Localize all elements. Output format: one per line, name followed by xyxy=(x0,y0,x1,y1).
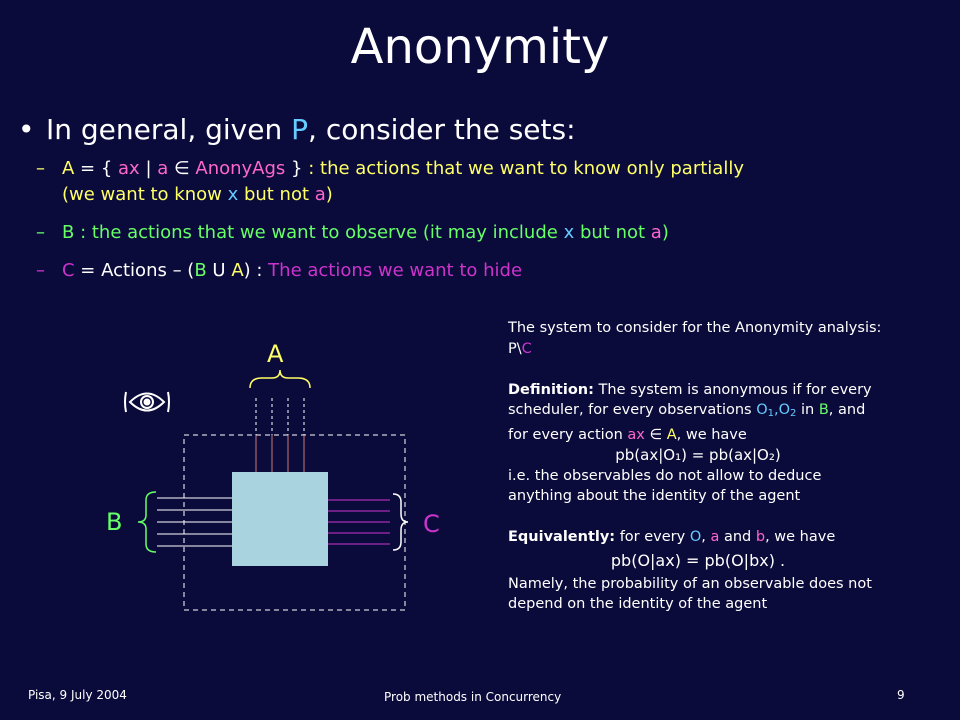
sub-bullet-b: – B : the actions that we want to observe (it may include x but not a) xyxy=(36,222,669,243)
c-brace xyxy=(393,494,408,550)
c-channels xyxy=(328,500,390,544)
a-brace xyxy=(250,370,310,388)
sub-bullet-a: – A = { ax | a ∈ AnonyAgs } : the actions that we want to know only partially (we want to know x but not a) xyxy=(36,158,744,205)
footer-title: Prob methods in Concurrency xyxy=(384,690,562,704)
footer-date: Pisa, 9 July 2004 xyxy=(28,688,127,702)
label-c: C xyxy=(423,510,440,538)
bullet-dot: • xyxy=(18,113,35,146)
b-brace xyxy=(138,492,156,552)
formula-2: pb(O|ax) = pb(O|bx) . xyxy=(610,550,786,570)
system-box xyxy=(232,472,328,566)
label-b: B xyxy=(106,508,123,536)
side-explanation: The system to consider for the Anonymity analysis: P\C Definition: The system is anonymous if for every scheduler, for every observations O1,O2 in B, and for every action ax ∈ A, we have pb(ax|O₁) = pb(ax|O₂) i.e. the observables do not allow to deduce anything about the identity of the agent Equivalently: for every O, a and b, we have pb(O|ax) = pb(O|bx) . Namely, the probability of an observable does not depend on the identity of the agent xyxy=(508,318,888,615)
sub-bullet-c: – C = Actions – (B U A) : The actions we want to hide xyxy=(36,260,523,281)
slide-title: Anonymity xyxy=(350,19,610,75)
b-channels xyxy=(157,498,232,546)
main-bullet: • In general, given P, consider the sets: xyxy=(18,110,576,150)
label-a: A xyxy=(267,340,284,368)
eye-icon xyxy=(125,392,169,412)
page-number: 9 xyxy=(897,688,905,702)
system-diagram xyxy=(100,330,500,630)
formula-1: pb(ax|O₁) = pb(ax|O₂) xyxy=(615,446,781,464)
